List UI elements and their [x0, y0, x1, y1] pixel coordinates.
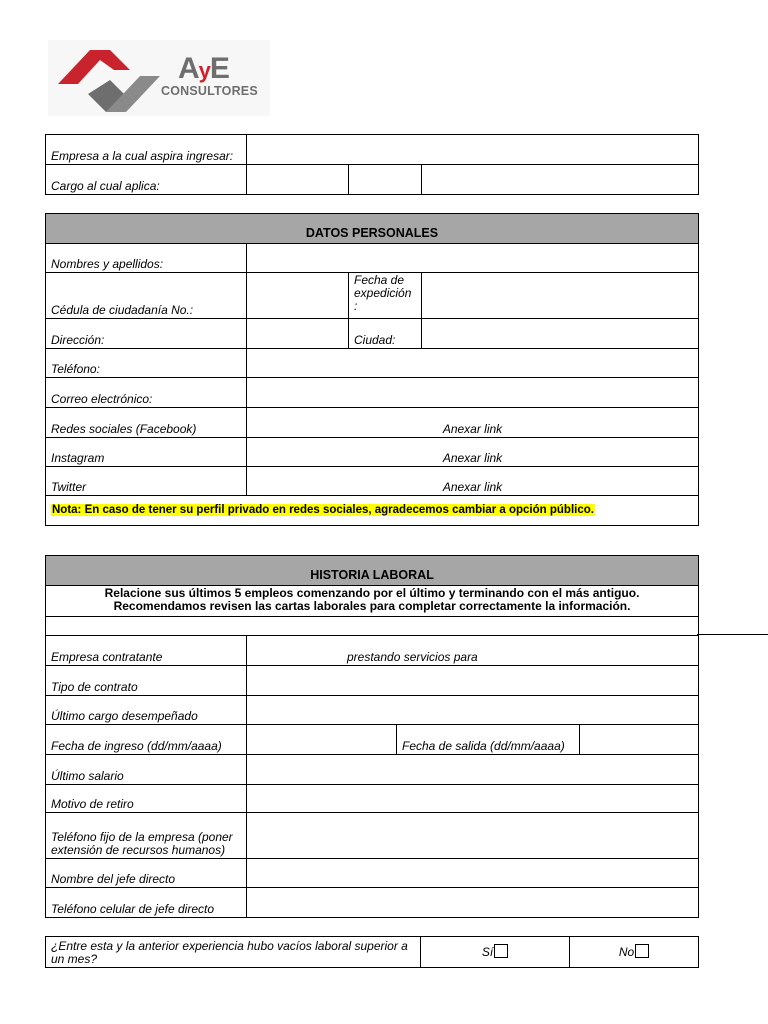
cedula-field[interactable] [247, 273, 349, 319]
tipo-contrato-field[interactable] [247, 666, 699, 696]
ultimo-salario-field[interactable] [247, 755, 699, 785]
instagram-link-field[interactable]: Anexar link [247, 438, 699, 467]
celular-jefe-label: Teléfono celular de jefe directo [46, 888, 247, 918]
no-option[interactable] [570, 937, 699, 968]
instagram-label: Instagram [46, 438, 247, 467]
fecha-ingreso-field[interactable] [247, 725, 397, 755]
correo-label: Correo electrónico: [46, 378, 247, 408]
empresa-aspira-field[interactable] [247, 135, 699, 165]
fecha-expedicion-field[interactable] [422, 273, 699, 319]
direccion-label: Dirección: [46, 319, 247, 349]
company-logo [48, 40, 270, 116]
personal-data-table [45, 213, 699, 526]
correo-field[interactable] [247, 378, 699, 408]
ultimo-cargo-field[interactable] [247, 696, 699, 725]
telefono-fijo-field[interactable] [247, 813, 699, 859]
logo-mark-icon [48, 40, 270, 116]
si-option[interactable] [421, 937, 570, 968]
nombre-jefe-label: Nombre del jefe directo [46, 859, 247, 888]
si-checkbox[interactable] [494, 944, 508, 958]
facebook-link-field[interactable]: Anexar link [247, 408, 699, 438]
ultimo-cargo-label: Último cargo desempeñado [46, 696, 247, 725]
section-header-laboral: HISTORIA LABORAL [46, 556, 699, 586]
twitter-link-field[interactable]: Anexar link [247, 467, 699, 496]
telefono-label: Teléfono: [46, 349, 247, 378]
cargo-aplica-field-3[interactable] [422, 165, 699, 195]
empresa-aspira-label: Empresa a la cual aspira ingresar: [46, 135, 247, 165]
work-history-instructions [46, 586, 699, 617]
cargo-aplica-field-2[interactable] [349, 165, 422, 195]
fecha-ingreso-label: Fecha de ingreso (dd/mm/aaaa) [46, 725, 247, 755]
fecha-salida-label: Fecha de salida (dd/mm/aaaa) [397, 725, 580, 755]
prestando-servicios-text: prestando servicios para [347, 650, 478, 664]
celular-jefe-field[interactable] [247, 888, 699, 918]
motivo-retiro-label: Motivo de retiro [46, 785, 247, 813]
telefono-fijo-label: Teléfono fijo de la empresa (poner extensión de recursos humanos) [46, 813, 247, 859]
empresa-contratante-label: Empresa contratante [46, 636, 247, 666]
spacer-row [46, 617, 699, 636]
ciudad-field[interactable] [422, 319, 699, 349]
cedula-label: Cédula de ciudadanía No.: [46, 273, 247, 319]
cargo-aplica-field[interactable] [247, 165, 349, 195]
facebook-label: Redes sociales (Facebook) [46, 408, 247, 438]
cargo-aplica-label: Cargo al cual aplica: [46, 165, 247, 195]
no-checkbox[interactable] [635, 944, 649, 958]
direccion-field[interactable] [247, 319, 349, 349]
instructions-line-1: Relacione sus últimos 5 empleos comenzando por el último y terminando con el más antiguo. [104, 586, 640, 600]
ciudad-label: Ciudad: [349, 319, 422, 349]
employment-gap-table [45, 936, 699, 968]
fecha-salida-field[interactable] [580, 725, 699, 755]
privacy-note-text: Nota: En caso de tener su perfil privado en redes sociales, agradecemos cambiar a opción público. [52, 503, 594, 516]
logo-brand: AyE [178, 52, 230, 85]
motivo-retiro-field[interactable] [247, 785, 699, 813]
si-label: Sí [481, 945, 494, 959]
gap-question: ¿Entre esta y la anterior experiencia hubo vacíos laboral superior a un mes? [46, 937, 421, 968]
nombre-jefe-field[interactable] [247, 859, 699, 888]
empresa-contratante-field[interactable] [247, 636, 699, 666]
logo-subtitle: CONSULTORES [161, 84, 258, 98]
application-target-table [45, 134, 699, 195]
nombres-field[interactable] [247, 244, 699, 273]
twitter-label: Twitter [46, 467, 247, 496]
privacy-note [46, 496, 699, 526]
tipo-contrato-label: Tipo de contrato [46, 666, 247, 696]
nombres-label: Nombres y apellidos: [46, 244, 247, 273]
ultimo-salario-label: Último salario [46, 755, 247, 785]
row-extension-line [697, 634, 768, 635]
section-header-personal: DATOS PERSONALES [46, 214, 699, 244]
work-history-table [45, 555, 699, 918]
no-label: No [618, 945, 635, 959]
fecha-expedicion-label: Fecha de expedición : [349, 273, 422, 319]
telefono-field[interactable] [247, 349, 699, 378]
instructions-line-2: Recomendamos revisen las cartas laborales para completar correctamente la información. [113, 599, 631, 613]
